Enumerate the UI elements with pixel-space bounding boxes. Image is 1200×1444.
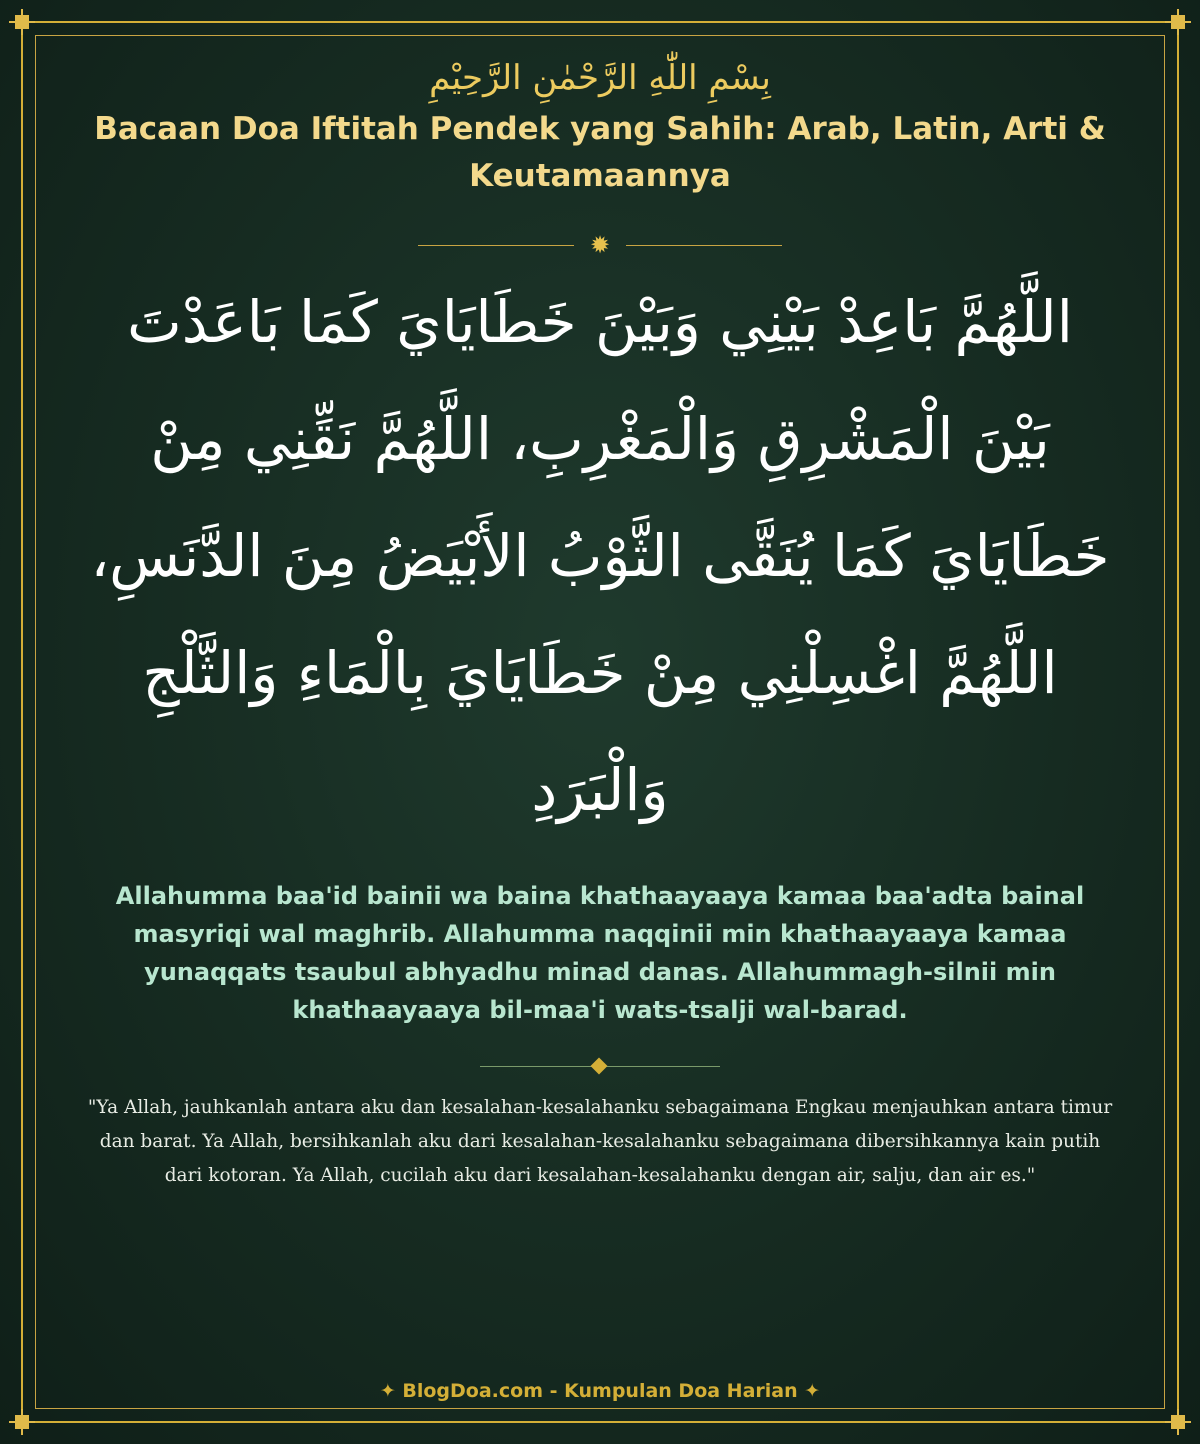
bismillah-heading: بِسْمِ اللّٰهِ الرَّحْمٰنِ الرَّحِيْمِ bbox=[429, 58, 771, 98]
corner-ornament-icon bbox=[15, 1415, 29, 1429]
page-title: Bacaan Doa Iftitah Pendek yang Sahih: Arab, Latin, Arti & Keutamaannya bbox=[94, 111, 1106, 194]
translation-text: "Ya Allah, jauhkanlah antara aku dan kesalahan-kesalahanku sebagaimana Engkau menjauhkan antara timur dan barat. Ya Allah, bersihkanlah aku dari kesalahan-kesalahanku sebagaimana dibersihkannya kain putih dari kotoran. Ya Allah, cucilah aku dari kesalahan-kesalahanku dengan air, salju, dan air es." bbox=[87, 1097, 1113, 1186]
corner-ornament-icon bbox=[1171, 1415, 1185, 1429]
divider-line-right bbox=[626, 245, 782, 246]
small-divider bbox=[480, 1059, 720, 1073]
corner-ornament-icon bbox=[15, 15, 29, 29]
main-content bbox=[60, 50, 1140, 1193]
arabic-prayer-text: اللَّهُمَّ بَاعِدْ بَيْنِي وَبَيْنَ خَطَايَايَ كَمَا بَاعَدْتَ بَيْنَ الْمَشْرِقِ وَالْمَغْرِبِ، اللَّهُمَّ نَقِّنِي مِنْ خَطَايَايَ كَمَا يُنَقَّى الثَّوْبُ الأَبْيَضُ مِنَ الدَّنَسِ، اللَّهُمَّ اغْسِلْنِي مِنْ خَطَايَايَ بِالْمَاءِ وَالثَّلْجِ وَالْبَرَدِ bbox=[90, 288, 1110, 824]
corner-ornament-icon bbox=[1171, 15, 1185, 29]
diamond-ornament-icon bbox=[591, 1058, 608, 1075]
top-divider bbox=[60, 232, 1140, 258]
star-ornament-icon: ✹ bbox=[589, 231, 611, 259]
divider-line-left bbox=[418, 245, 574, 246]
latin-transliteration: Allahumma baa'id bainii wa baina khathaayaaya kamaa baa'adta bainal masyriqi wal maghrib. Allahumma naqqinii min khathaayaaya kamaa yunaqqats tsaubul abhyadhu minad danas. Allahummagh-silnii min khathaayaaya bil-maa'i wats-tsalji wal-barad. bbox=[115, 882, 1085, 1024]
footer-credit: ✦ BlogDoa.com - Kumpulan Doa Harian ✦ bbox=[379, 1380, 821, 1402]
